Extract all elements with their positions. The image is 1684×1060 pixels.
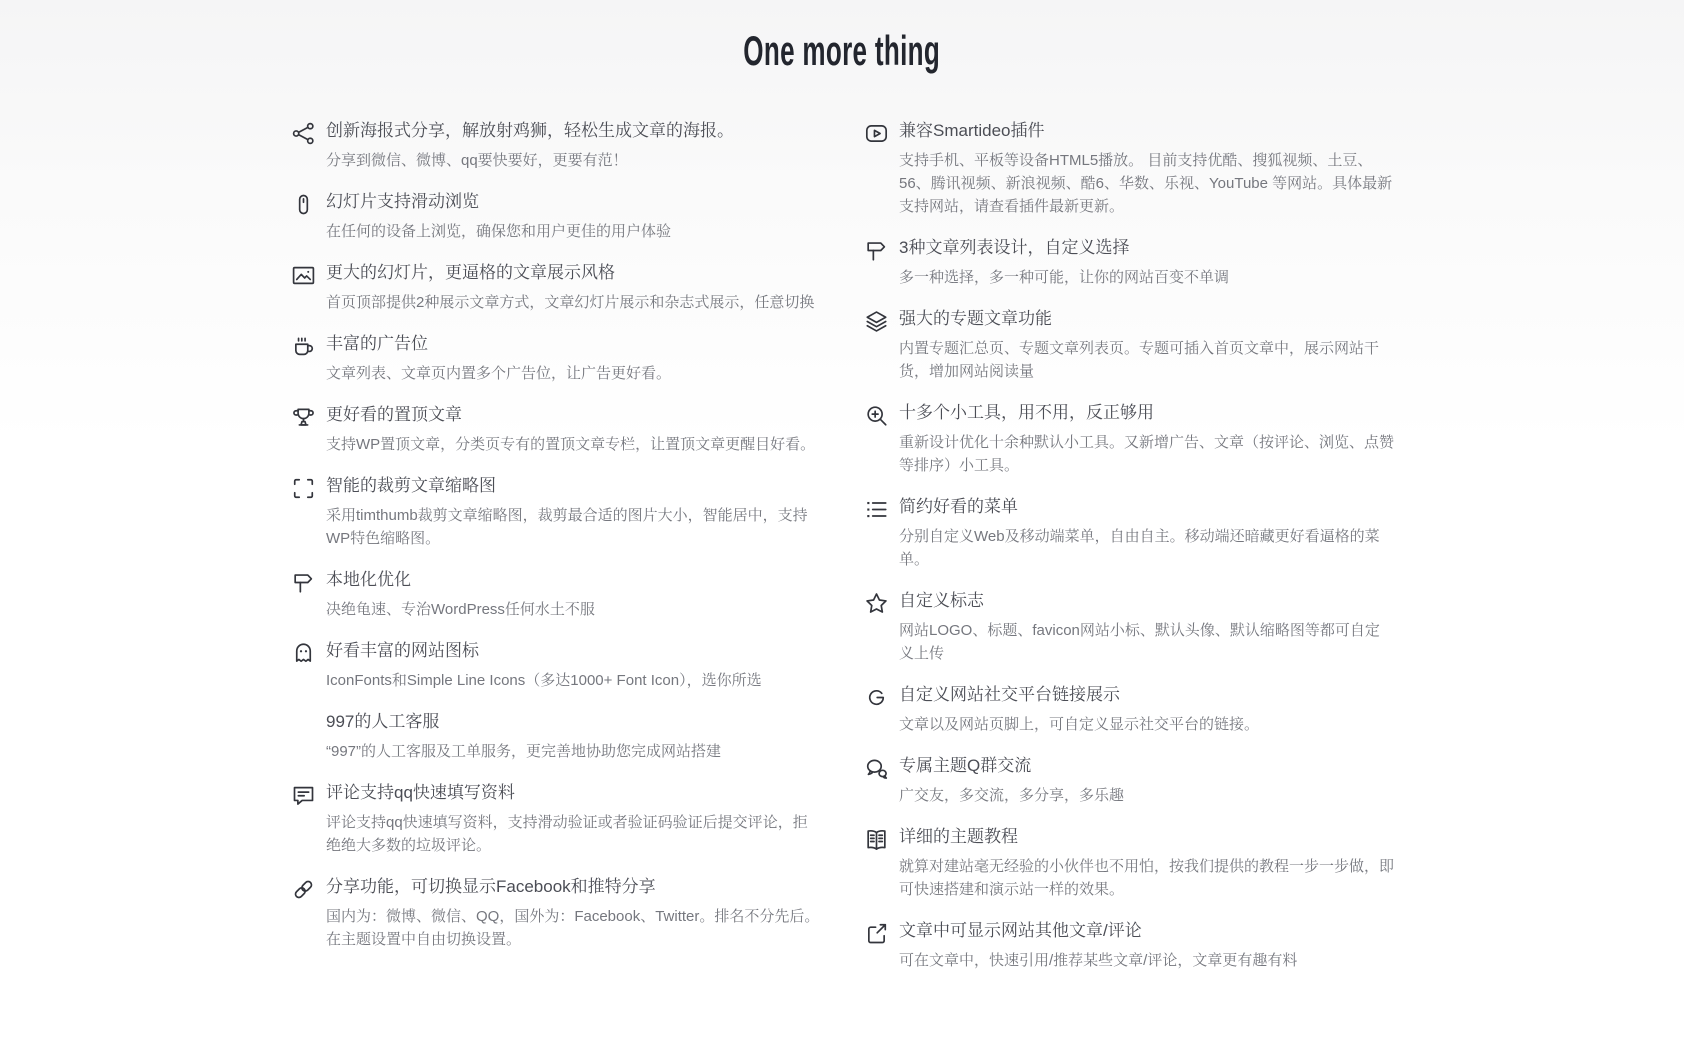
feature-text: [326, 780, 821, 857]
feature-text: [899, 494, 1394, 571]
feature-text: [326, 260, 821, 314]
feature-title: 3种文章列表设计，自定义选择: [899, 238, 1130, 257]
feature-item: [290, 331, 821, 385]
feature-item: [863, 682, 1394, 736]
feature-text: [899, 306, 1394, 383]
feature-description: 就算对建站毫无经验的小伙伴也不用怕，按我们提供的教程一步一步做，即可快速搭建和演示站一样的效果。: [899, 858, 1395, 898]
feature-item: [290, 402, 821, 456]
feature-text: [326, 874, 821, 951]
feature-title: 更好看的置顶文章: [326, 405, 462, 424]
feature-title: 本地化优化: [326, 570, 411, 589]
feature-title: 幻灯片支持滑动浏览: [326, 192, 479, 211]
cup-icon: [290, 331, 326, 385]
page-title-text: One more thing: [743, 27, 941, 74]
feature-text: [899, 235, 1394, 289]
feature-text: [326, 473, 821, 550]
feature-text: [326, 567, 821, 621]
feature-item: [290, 189, 821, 243]
feature-text: [899, 118, 1394, 218]
feature-description: 分享到微信、微博、qq要快要好，更要有范！: [326, 152, 628, 169]
feature-description: 可在文章中，快速引用/推荐某些文章/评论，文章更有趣有料: [899, 952, 1298, 969]
feature-item: [290, 260, 821, 314]
feature-title: 简约好看的菜单: [899, 497, 1018, 516]
feature-description: 多一种选择，多一种可能，让你的网站百变不单调: [899, 269, 1230, 286]
magnifier-plus-icon: [863, 400, 899, 477]
share-nodes-icon: [290, 118, 326, 172]
feature-item: [863, 400, 1394, 477]
feature-item: [290, 874, 821, 951]
feature-title: 丰富的广告位: [326, 334, 428, 353]
feature-item: [290, 709, 821, 763]
star-icon: [863, 588, 899, 665]
feature-title: 创新海报式分享，解放射鸡狮，轻松生成文章的海报。: [326, 121, 734, 140]
signpost-icon: [863, 235, 899, 289]
feature-description: 分别自定义Web及移动端菜单，自由自主。移动端还暗藏更好看逼格的菜单。: [899, 528, 1380, 568]
feature-title: 十多个小工具，用不用，反正够用: [899, 403, 1154, 422]
feature-text: [899, 682, 1394, 736]
feature-title: 详细的主题教程: [899, 827, 1018, 846]
feature-text: [326, 709, 821, 763]
feature-text: [326, 118, 821, 172]
feature-text: [326, 638, 821, 692]
feature-column-left: [290, 118, 821, 968]
feature-description: 支持手机、平板等设备HTML5播放。 目前支持优酷、搜狐视频、土豆、56、腾讯视频、新浪视频、酷6、华数、乐视、YouTube 等网站。具体最新支持网站，请查看插件最新更新。: [899, 152, 1393, 215]
feature-item: [290, 780, 821, 857]
feature-description: IconFonts和Simple Line Icons（多达1000+ Font Icon），选你所选: [326, 672, 762, 689]
feature-item: [290, 638, 821, 692]
layers-icon: [863, 306, 899, 383]
feature-title: 自定义标志: [899, 591, 984, 610]
crop-frame-icon: [290, 473, 326, 550]
feature-description: 在任何的设备上浏览，确保您和用户更佳的用户体验: [326, 223, 672, 240]
picture-icon: [290, 260, 326, 314]
page-title: [0, 26, 1684, 76]
feature-item: [863, 588, 1394, 665]
feature-item: [863, 306, 1394, 383]
feature-item: [863, 753, 1394, 807]
feature-description: 评论支持qq快速填写资料，支持滑动验证或者验证码验证后提交评论，拒绝绝大多数的垃圾评论。: [326, 814, 808, 854]
chat-bubbles-icon: [863, 753, 899, 807]
feature-item: [290, 473, 821, 550]
feature-description: 采用timthumb裁剪文章缩略图，裁剪最合适的图片大小，智能居中，支持WP特色缩略图。: [326, 507, 808, 547]
feature-description: 广交友，多交流，多分享，多乐趣: [899, 787, 1125, 804]
feature-title: 评论支持qq快速填写资料: [326, 783, 515, 802]
feature-title: 997的人工客服: [326, 712, 440, 731]
feature-description: 首页顶部提供2种展示文章方式，文章幻灯片展示和杂志式展示，任意切换: [326, 294, 815, 311]
feature-item: [863, 918, 1394, 972]
feature-title: 分享功能，可切换显示Facebook和推特分享: [326, 877, 656, 896]
feature-text: [326, 189, 821, 243]
g-circle-icon: [863, 682, 899, 736]
feature-item: [863, 235, 1394, 289]
feature-title: 智能的裁剪文章缩略图: [326, 476, 496, 495]
feature-title: 文章中可显示网站其他文章/评论: [899, 921, 1142, 940]
feature-column-right: [863, 118, 1394, 989]
feature-description: 支持WP置顶文章，分类页专有的置顶文章专栏，让置顶文章更醒目好看。: [326, 436, 816, 453]
share-out-icon: [863, 918, 899, 972]
feature-text: [326, 402, 821, 456]
feature-title: 强大的专题文章功能: [899, 309, 1052, 328]
feature-title: 自定义网站社交平台链接展示: [899, 685, 1120, 704]
feature-text: [326, 331, 821, 385]
play-icon: [863, 118, 899, 218]
ghost-icon: [290, 638, 326, 692]
feature-icon-placeholder: [290, 709, 326, 763]
book-icon: [863, 824, 899, 901]
feature-text: [899, 824, 1394, 901]
feature-item: [290, 567, 821, 621]
feature-text: [899, 753, 1394, 807]
feature-text: [899, 400, 1394, 477]
feature-item: [290, 118, 821, 172]
mouse-icon: [290, 189, 326, 243]
feature-description: 国内为：微博、微信、QQ，国外为：Facebook、Twitter。排名不分先后。在主题设置中自由切换设置。: [326, 908, 820, 948]
comment-icon: [290, 780, 326, 857]
link-icon: [290, 874, 326, 951]
feature-description: 网站LOGO、标题、favicon网站小标、默认头像、默认缩略图等都可自定义上传: [899, 622, 1380, 662]
feature-item: [863, 824, 1394, 901]
feature-description: 文章列表、文章页内置多个广告位，让广告更好看。: [326, 365, 672, 382]
trophy-icon: [290, 402, 326, 456]
feature-description: 决绝龟速、专治WordPress任何水土不服: [326, 601, 595, 618]
feature-title: 好看丰富的网站图标: [326, 641, 479, 660]
feature-text: [899, 588, 1394, 665]
feature-item: [863, 118, 1394, 218]
feature-description: “997”的人工客服及工单服务，更完善地协助您完成网站搭建: [326, 743, 722, 760]
feature-text: [899, 918, 1394, 972]
feature-grid: [290, 118, 1394, 989]
feature-title: 兼容Smartideo插件: [899, 121, 1045, 140]
feature-description: 重新设计优化十余种默认小工具。又新增广告、文章（按评论、浏览、点赞等排序）小工具。: [899, 434, 1395, 474]
feature-title: 专属主题Q群交流: [899, 756, 1032, 775]
feature-description: 文章以及网站页脚上，可自定义显示社交平台的链接。: [899, 716, 1260, 733]
feature-title: 更大的幻灯片，更逼格的文章展示风格: [326, 263, 615, 282]
list-icon: [863, 494, 899, 571]
feature-item: [863, 494, 1394, 571]
feature-description: 内置专题汇总页、专题文章列表页。专题可插入首页文章中，展示网站干货，增加网站阅读量: [899, 340, 1380, 380]
signpost-icon: [290, 567, 326, 621]
